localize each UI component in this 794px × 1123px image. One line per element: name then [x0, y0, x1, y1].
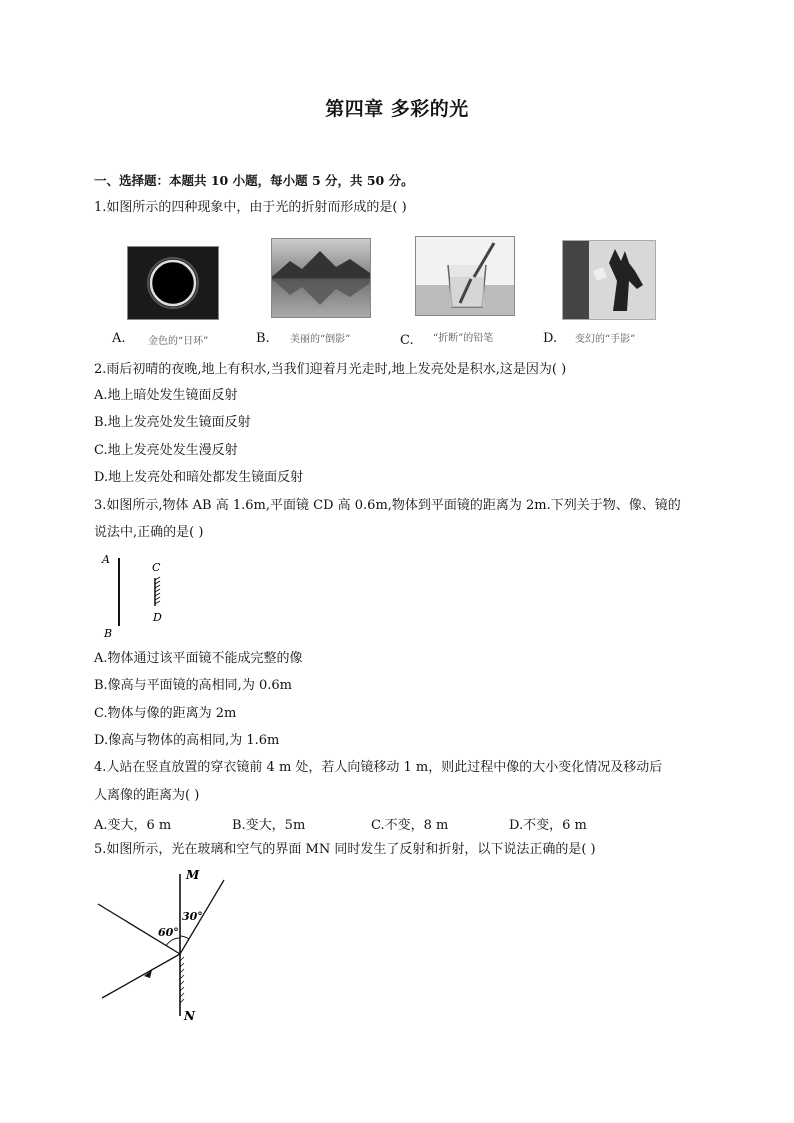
- q1-option-c-letter: C.: [400, 333, 414, 348]
- q1-option-b-caption: 美丽的“倒影”: [290, 334, 351, 345]
- label-m: M: [186, 868, 200, 882]
- label-d: D: [153, 611, 162, 624]
- angle-60-label: 60°: [158, 926, 179, 939]
- q3-stem-line2: 说法中,正确的是( ): [94, 525, 204, 540]
- angle-arc-left: [166, 938, 180, 946]
- q3-option-a: A.物体通过该平面镜不能成完整的像: [94, 651, 303, 666]
- q2-stem: 2.雨后初晴的夜晚,地上有积水,当我们迎着月光走时,地上发亮处是积水,这是因为( ): [94, 362, 567, 377]
- q1-option-a-caption: 金色的“日环”: [148, 336, 209, 347]
- q3-option-c: C.物体与像的距离为 2m: [94, 706, 237, 721]
- q2-option-b: B.地上发亮处发生镜面反射: [94, 415, 251, 430]
- q5-stem: 5.如图所示，光在玻璃和空气的界面 MN 同时发生了反射和折射，以下说法正确的是( ): [94, 842, 596, 857]
- label-c: C: [152, 561, 161, 574]
- q2-option-d: D.地上发亮处和暗处都发生镜面反射: [94, 470, 304, 485]
- lake-reflection-image: [271, 238, 371, 318]
- label-n: N: [184, 1009, 195, 1023]
- q4-option-d: D.不变，6 m: [509, 818, 587, 833]
- q4-option-b: B.变大，5m: [232, 818, 306, 833]
- pencil-in-water-image: [415, 236, 515, 316]
- mirror-cd: [155, 577, 160, 606]
- q4-option-c: C.不变，8 m: [371, 818, 449, 833]
- q1-option-d-letter: D.: [543, 331, 558, 346]
- hand-shadow-image: [562, 240, 656, 320]
- q1-stem: 1.如图所示的四种现象中，由于光的折射而形成的是( ): [94, 200, 407, 215]
- q4-stem-line2: 人离像的距离为( ): [94, 788, 200, 803]
- q3-option-d: D.像高与物体的高相同,为 1.6m: [94, 733, 280, 748]
- q5-figure: [92, 866, 242, 1026]
- label-b: B: [104, 627, 113, 640]
- q1-option-a-letter: A.: [112, 331, 126, 346]
- q3-option-b: B.像高与平面镜的高相同,为 0.6m: [94, 678, 292, 693]
- q1-option-b-letter: B.: [256, 331, 270, 346]
- q4-option-a: A.变大，6 m: [94, 818, 172, 833]
- q2-option-c: C.地上发亮处发生漫反射: [94, 443, 238, 458]
- ray-lower-left: [102, 954, 180, 998]
- label-a: A: [102, 553, 110, 566]
- q1-option-c-caption: “折断”的铅笔: [433, 333, 494, 344]
- q4-stem-line1: 4.人站在竖直放置的穿衣镜前 4 m 处，若人向镜移动 1 m，则此过程中像的大小变化情况及移动后: [94, 760, 663, 775]
- solar-eclipse-image: [127, 246, 219, 320]
- q3-stem-line1: 3.如图所示,物体 AB 高 1.6m,平面镜 CD 高 0.6m,物体到平面镜的距离为 2m.下列关于物、像、镜的: [94, 498, 681, 513]
- angle-30-label: 30°: [182, 910, 203, 923]
- page-title: 第四章 多彩的光: [325, 98, 469, 120]
- q2-option-a: A.地上暗处发生镜面反射: [94, 388, 238, 403]
- section-heading: 一、选择题：本题共 10 小题，每小题 5 分，共 50 分。: [94, 173, 414, 188]
- q1-option-d-caption: 变幻的“手影”: [575, 334, 636, 345]
- angle-arc-right: [180, 936, 189, 939]
- q3-figure: [96, 550, 176, 642]
